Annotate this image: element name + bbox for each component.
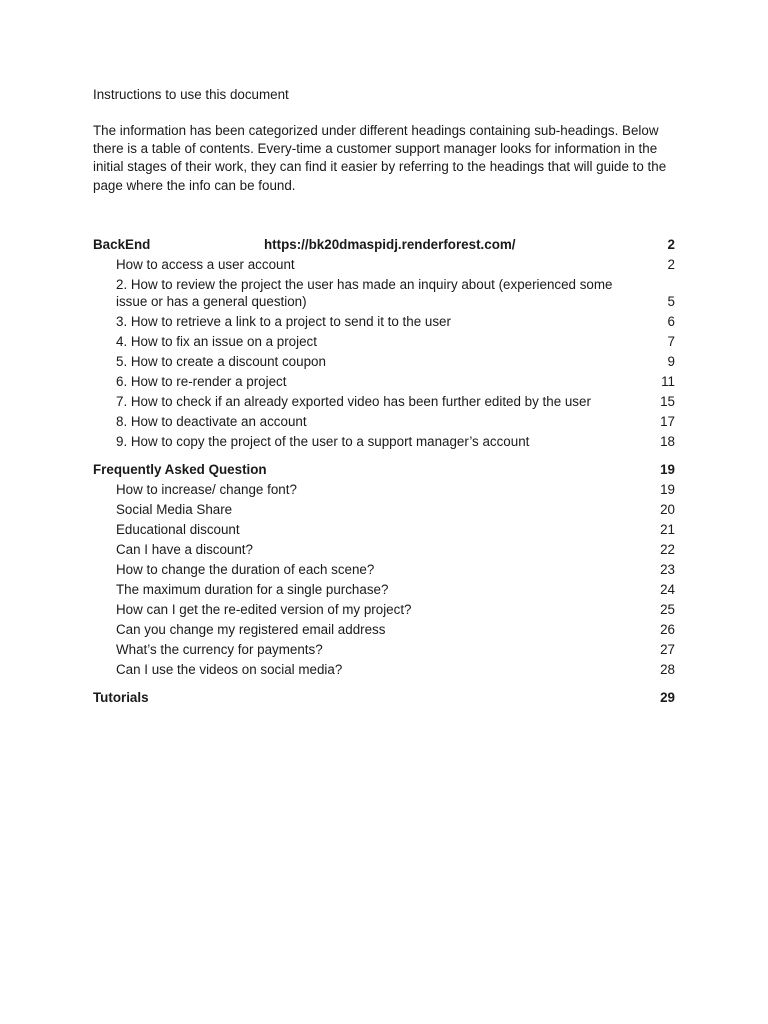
toc-entry-label: Can I use the videos on social media? [116, 662, 343, 678]
toc-entry[interactable] [93, 500, 675, 520]
toc-entry[interactable] [93, 480, 675, 500]
toc-entry-page: 19 [660, 482, 675, 498]
toc-heading-label: Frequently Asked Question [93, 461, 267, 477]
toc-entry-label: 9. How to copy the project of the user to a support manager’s account [116, 434, 530, 450]
toc-entry-label: Educational discount [116, 522, 240, 538]
toc-entry-page: 15 [660, 394, 675, 410]
toc-entry[interactable] [93, 432, 675, 452]
toc-entry-page: 23 [660, 562, 675, 578]
toc-entry-label: Can I have a discount? [116, 542, 253, 558]
toc-entry-page: 27 [660, 642, 675, 658]
toc-heading-tutorials[interactable] [93, 688, 675, 708]
toc-entry[interactable] [93, 412, 675, 432]
toc-entry-page: 24 [660, 582, 675, 598]
toc-entry[interactable] [93, 620, 675, 640]
toc-entry-page: 26 [660, 622, 675, 638]
toc-heading-page: 19 [660, 461, 675, 477]
toc-heading-backend[interactable] [93, 235, 675, 255]
toc-entry-page: 22 [660, 542, 675, 558]
toc-entry[interactable] [93, 640, 675, 660]
toc-entry[interactable] [93, 540, 675, 560]
toc-entry-label: 6. How to re-render a project [116, 374, 287, 390]
toc-entry[interactable] [93, 580, 675, 600]
toc-entry-page: 25 [660, 602, 675, 618]
toc-entry[interactable] [93, 352, 675, 372]
toc-entry-page: 18 [660, 434, 675, 450]
toc-heading-label: Tutorials [93, 689, 149, 705]
toc-entry-label: 8. How to deactivate an account [116, 414, 307, 430]
toc-entry-label: How to access a user account [116, 257, 295, 273]
toc-entry-label: How to increase/ change font? [116, 482, 297, 498]
toc-entry-page: 9 [667, 354, 675, 370]
toc-entry-page: 2 [667, 257, 675, 273]
toc-entry[interactable] [93, 520, 675, 540]
document-page [93, 86, 675, 716]
toc-entry-label: 4. How to fix an issue on a project [116, 334, 317, 350]
toc-entry-label: Can you change my registered email address [116, 622, 386, 638]
toc-entry-page: 7 [667, 334, 675, 350]
toc-entry-label: 2. How to review the project the user has made an inquiry about (experienced some issue or has a general question) [116, 277, 613, 310]
instructions-title: Instructions to use this document [93, 87, 289, 102]
toc-entry-page: 28 [660, 662, 675, 678]
toc-section-backend [93, 235, 675, 452]
toc-entry-label: Social Media Share [116, 502, 233, 518]
toc-entry-page: 5 [667, 294, 675, 310]
toc-entry-label: How to change the duration of each scene? [116, 562, 375, 578]
toc-heading-page: 2 [667, 236, 675, 252]
toc-entry-label: How can I get the re-edited version of my project? [116, 602, 412, 618]
toc-entry[interactable] [93, 392, 675, 412]
toc-entry[interactable] [93, 332, 675, 352]
toc-entry-label: What’s the currency for payments? [116, 642, 323, 658]
instructions-paragraph: The information has been categorized under different headings containing sub-headings. Below there is a table of contents. Every-time a customer support manager looks for information in the initial stages of their work, they can find it easier by referring to the headings that will guide to the page where the info can be found. [93, 123, 667, 193]
toc-entry[interactable] [93, 372, 675, 392]
toc-heading-page: 29 [660, 689, 675, 705]
toc-entry[interactable] [93, 275, 675, 312]
toc-entry[interactable] [93, 312, 675, 332]
toc-entry-page: 11 [661, 374, 675, 390]
toc-entry[interactable] [93, 660, 675, 680]
toc-entry-label: 5. How to create a discount coupon [116, 354, 326, 370]
toc-entry-page: 17 [660, 414, 675, 430]
toc-entry[interactable] [93, 560, 675, 580]
toc-entry-label: 7. How to check if an already exported video has been further edited by the user [116, 394, 591, 410]
toc-entry-page: 21 [660, 522, 675, 538]
toc-section-faq [93, 460, 675, 680]
toc-section-tutorials [93, 688, 675, 708]
toc-entry-label: 3. How to retrieve a link to a project to send it to the user [116, 314, 451, 330]
table-of-contents [93, 235, 675, 708]
toc-heading-faq[interactable] [93, 460, 675, 480]
toc-entry[interactable] [93, 255, 675, 275]
toc-entry-page: 6 [667, 314, 675, 330]
toc-entry[interactable] [93, 600, 675, 620]
toc-entry-label: The maximum duration for a single purchase? [116, 582, 389, 598]
toc-heading-label: BackEnd [93, 236, 151, 252]
backend-url-link[interactable]: https://bk20dmaspidj.renderforest.com/ [264, 236, 516, 252]
toc-entry-page: 20 [660, 502, 675, 518]
